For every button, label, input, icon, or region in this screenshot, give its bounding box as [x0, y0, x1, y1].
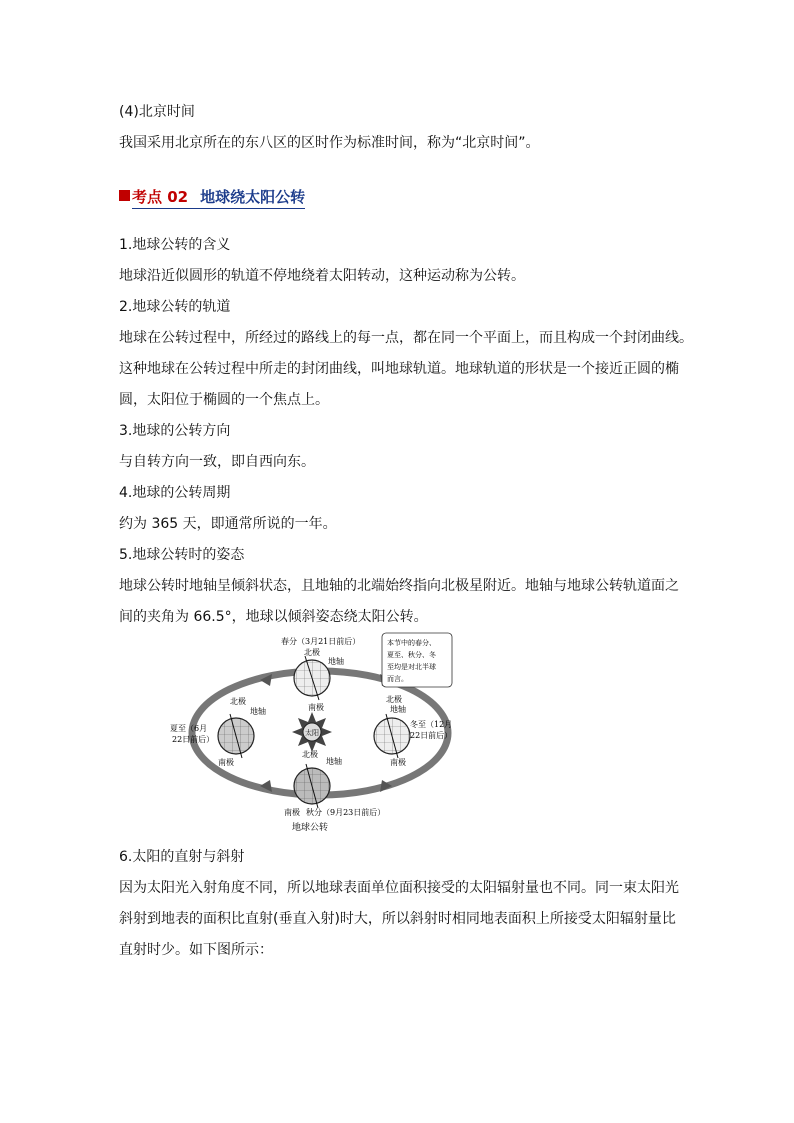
summer-label-1: 夏至（6月: [170, 724, 208, 733]
winter-south: 南极: [390, 758, 406, 767]
autumn-label: 秋分（9月23日前后）: [306, 808, 386, 817]
heading-marker-icon: [119, 190, 130, 201]
paragraph: 斜射到地表的面积比直射(垂直入射)时大，所以斜射时相同地表面积上所接受太阳辐射量比: [119, 911, 676, 927]
paragraph: 地球在公转过程中，所经过的路线上的每一点，都在同一个平面上，而且构成一个封闭曲线。: [119, 330, 693, 346]
note-line: 夏至、秋分、冬: [387, 651, 436, 659]
paragraph: 这种地球在公转过程中所走的封闭曲线，叫地球轨道。地球轨道的形状是一个接近正圆的椭: [119, 361, 679, 377]
item-title-1: 1.地球公转的含义: [119, 237, 231, 253]
note-line: 至均是对北半球: [387, 663, 436, 671]
summer-axis: 地轴: [250, 707, 266, 716]
spring-axis: 地轴: [328, 657, 344, 666]
paragraph: 地球公转时地轴呈倾斜状态，且地轴的北端始终指向北极星附近。地轴与地球公转轨道面之: [119, 578, 679, 594]
paragraph: 圆，太阳位于椭圆的一个焦点上。: [119, 392, 329, 408]
paragraph: 直射时少。如下图所示：: [119, 942, 273, 958]
globe-winter: [374, 714, 410, 758]
globe-autumn: [294, 764, 330, 808]
globe-spring: [294, 656, 330, 700]
paragraph: 间的夹角为 66.5°，地球以倾斜姿态绕太阳公转。: [119, 609, 428, 625]
paragraph: 地球沿近似圆形的轨道不停地绕着太阳转动，这种运动称为公转。: [119, 268, 525, 284]
globe-summer: [218, 714, 254, 758]
sun-icon: [292, 712, 332, 752]
paragraph: 约为 365 天，即通常所说的一年。: [119, 516, 337, 532]
winter-axis: 地轴: [390, 705, 406, 714]
subsection-title: (4)北京时间: [119, 104, 195, 120]
item-title-4: 4.地球的公转周期: [119, 485, 231, 501]
note-line: 而言。: [387, 675, 408, 683]
earth-revolution-figure: [160, 630, 480, 840]
spring-north: 北极: [304, 648, 320, 657]
item-title-5: 5.地球公转时的姿态: [119, 547, 245, 563]
winter-label-2: 22日前后）: [410, 731, 453, 740]
sun-label: 太阳: [305, 729, 319, 737]
item-title-2: 2.地球公转的轨道: [119, 299, 231, 315]
figure-caption: 地球公转: [292, 823, 329, 833]
summer-label-2: 22日前后）: [172, 735, 215, 744]
autumn-axis: 地轴: [326, 757, 342, 766]
spring-south: 南极: [308, 703, 324, 712]
heading-code: 考点 02: [132, 188, 189, 206]
spring-label: 春分（3月21日前后）: [281, 637, 361, 646]
winter-north: 北极: [386, 695, 402, 704]
paragraph: 我国采用北京所在的东八区的区时作为标准时间，称为“北京时间”。: [119, 135, 540, 151]
paragraph: 与自转方向一致，即自西向东。: [119, 454, 315, 470]
autumn-north: 北极: [302, 750, 318, 759]
summer-north: 北极: [230, 697, 246, 706]
paragraph: 因为太阳光入射角度不同，所以地球表面单位面积接受的太阳辐射量也不同。同一束太阳光: [119, 880, 679, 896]
heading-title: 地球绕太阳公转: [200, 188, 306, 206]
item-title-3: 3.地球的公转方向: [119, 423, 231, 439]
summer-south: 南极: [218, 758, 234, 767]
note-line: 本节中的春分、: [387, 639, 436, 647]
winter-label-1: 冬至（12月: [410, 720, 453, 729]
section-heading: [119, 186, 305, 214]
autumn-south: 南极: [284, 808, 300, 817]
item-title-6: 6.太阳的直射与斜射: [119, 849, 245, 865]
